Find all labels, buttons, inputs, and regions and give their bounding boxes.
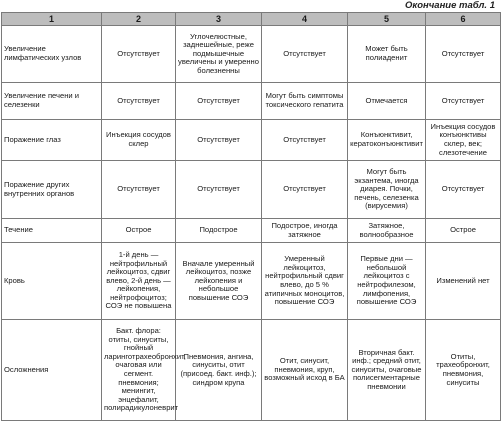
table-cell: Острое bbox=[102, 219, 176, 243]
table-cell: Вначале умеренный лейкоцитоз, позже лейкопения и небольшое повышение СОЭ bbox=[176, 243, 262, 320]
table-cell: Пневмония, ангина, синуситы, отит (присоед. бакт. инф.); синдром крупа bbox=[176, 320, 262, 421]
table-row bbox=[2, 83, 501, 120]
table-cell: Вторичная бакт. инф.; средний отит, синуситы, очаговые полисегментарные пневмонии bbox=[348, 320, 426, 421]
table-cell: Острое bbox=[426, 219, 501, 243]
table-row bbox=[2, 219, 501, 243]
table-cell: Умеренный лейкоцитоз, нейтрофильный сдвиг влево, до 5 % атипичных моноцитов, повышение СОЭ bbox=[262, 243, 348, 320]
table-row bbox=[2, 320, 501, 421]
table-cell: Бакт. флора: отиты, синуситы, гнойный ларинготрахеобронхит, очаговая или сегмент. пневмония; менингит, энцефалит, полирадикулоневрит bbox=[102, 320, 176, 421]
table-caption: Окончание табл. 1 bbox=[405, 0, 495, 11]
table-cell: Отсутствует bbox=[102, 83, 176, 120]
column-header-3: 3 bbox=[176, 13, 262, 26]
data-table bbox=[1, 12, 501, 421]
table-cell: Конъюнктивит, кератоконъюнктивит bbox=[348, 120, 426, 161]
table-row bbox=[2, 161, 501, 219]
table-cell: 1-й день — нейтрофильный лейкоцитоз, сдвиг влево, 2-й день — лейкопения, нейтрофоцитоз; СОЭ не повышена bbox=[102, 243, 176, 320]
table-cell: Затяжное, волнообразное bbox=[348, 219, 426, 243]
table-cell: Отсутствует bbox=[262, 161, 348, 219]
table-cell: Отмечается bbox=[348, 83, 426, 120]
table-cell: Отсутствует bbox=[102, 26, 176, 83]
column-header-6: 6 bbox=[426, 13, 501, 26]
table-cell: Подострое, иногда затяжное bbox=[262, 219, 348, 243]
table-row bbox=[2, 120, 501, 161]
table-cell: Может быть полиаденит bbox=[348, 26, 426, 83]
column-header-1: 1 bbox=[2, 13, 102, 26]
row-label: Течение bbox=[2, 219, 102, 243]
table-cell: Первые дни — небольшой лейкоцитоз с нейтрофилезом, лимфопения, повышение СОЭ bbox=[348, 243, 426, 320]
table-cell: Отсутствует bbox=[426, 26, 501, 83]
header-row bbox=[2, 13, 501, 26]
table-cell: Отсутствует bbox=[176, 120, 262, 161]
table-cell: Могут быть симптомы токсического гепатита bbox=[262, 83, 348, 120]
table-cell: Отсутствует bbox=[426, 83, 501, 120]
column-header-4: 4 bbox=[262, 13, 348, 26]
row-label: Кровь bbox=[2, 243, 102, 320]
table-row bbox=[2, 243, 501, 320]
table-cell: Отиты, трахеобронхит, пневмония, синуситы bbox=[426, 320, 501, 421]
table-cell: Отсутствует bbox=[262, 26, 348, 83]
table-cell: Могут быть экзантема, иногда диарея. Почки, печень, селезенка (вирусемия) bbox=[348, 161, 426, 219]
table-cell: Отсутствует bbox=[102, 161, 176, 219]
table-cell: Инъекция сосудов конъюнктивы склер, век; слезотечение bbox=[426, 120, 501, 161]
row-label: Поражение других внутренних органов bbox=[2, 161, 102, 219]
table-cell: Углочелюстные, заднешейные, реже подмышечные увеличены и умеренно болезненны bbox=[176, 26, 262, 83]
table-cell: Отит, синусит, пневмония, круп, возможный исход в БА bbox=[262, 320, 348, 421]
table-cell: Отсутствует bbox=[176, 161, 262, 219]
column-header-5: 5 bbox=[348, 13, 426, 26]
table-cell: Изменений нет bbox=[426, 243, 501, 320]
table-cell: Отсутствует bbox=[262, 120, 348, 161]
table-cell: Подострое bbox=[176, 219, 262, 243]
row-label: Поражение глаз bbox=[2, 120, 102, 161]
row-label: Увеличение печени и селезенки bbox=[2, 83, 102, 120]
table-row bbox=[2, 26, 501, 83]
column-header-2: 2 bbox=[102, 13, 176, 26]
table-cell: Отсутствует bbox=[176, 83, 262, 120]
row-label: Увеличение лимфатических узлов bbox=[2, 26, 102, 83]
table-cell: Инъекция сосудов склер bbox=[102, 120, 176, 161]
table-cell: Отсутствует bbox=[426, 161, 501, 219]
row-label: Осложнения bbox=[2, 320, 102, 421]
